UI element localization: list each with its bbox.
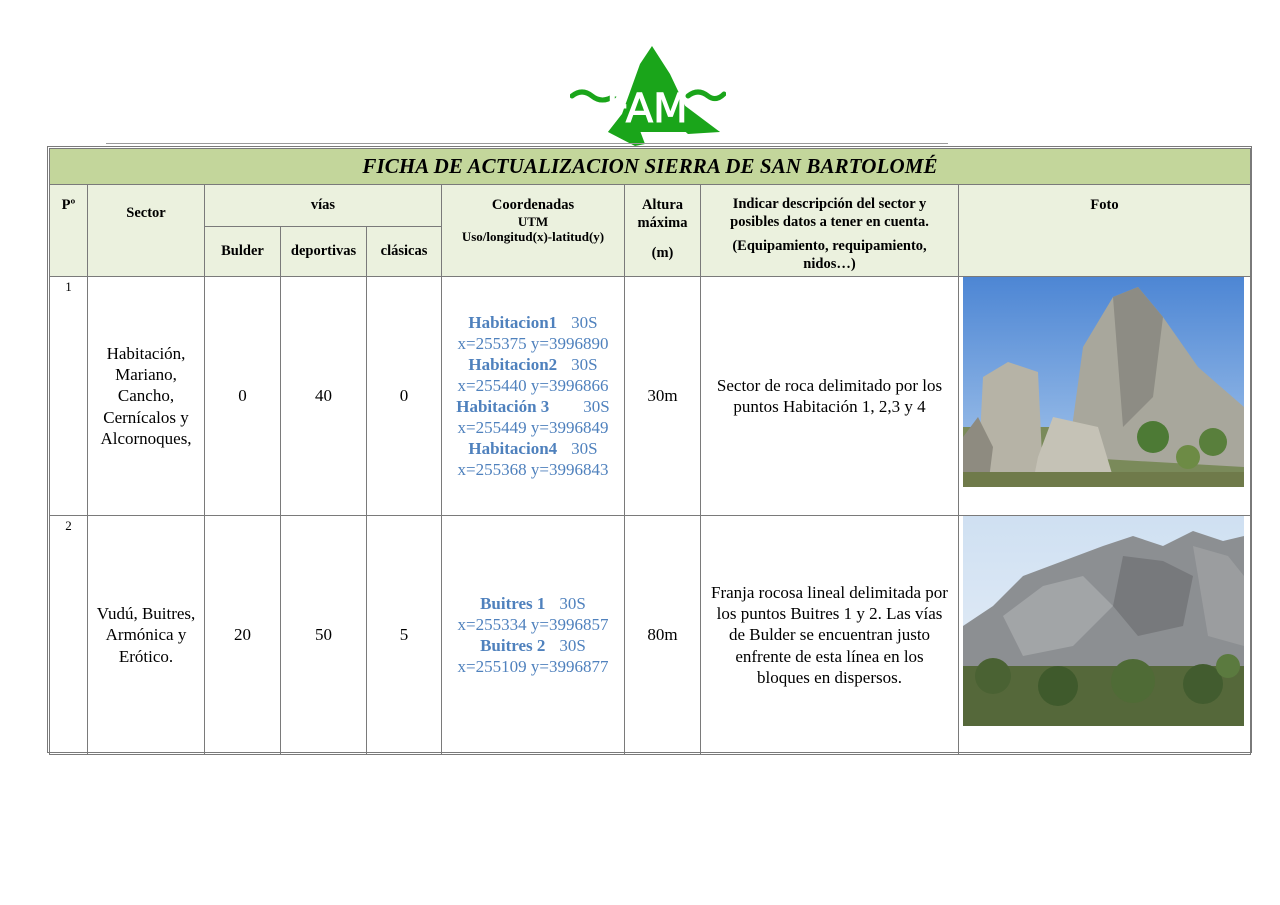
- logo-text: FAM: [606, 86, 688, 132]
- row-number: 2: [50, 516, 88, 755]
- col-header-bulder: Bulder: [205, 227, 281, 277]
- row-number: 1: [50, 277, 88, 516]
- coord-utm: UTM: [517, 214, 549, 230]
- coordinates-cell: [442, 277, 625, 516]
- coord-point-name: Habitación 3: [456, 397, 550, 416]
- coord-zone: 30S: [571, 439, 598, 459]
- ficha-table: [49, 148, 1251, 755]
- coord-zone: 30S: [583, 397, 610, 416]
- descripcion-cell: Franja rocosa lineal delimitada por los puntos Buitres 1 y 2. Las vías de Bulder se encuentran justo enfrente de esta línea en los bloques en dispersos.: [701, 516, 959, 755]
- coord-xy: x=255334 y=3996857: [457, 614, 609, 634]
- coord-zone: 30S: [559, 636, 586, 655]
- header-rule: [106, 143, 948, 144]
- fam-mountain-icon: [570, 44, 726, 148]
- coord-xy: x=255440 y=3996866: [457, 375, 609, 395]
- page-title: FICHA DE ACTUALIZACION SIERRA DE SAN BARTOLOMÉ: [50, 149, 1251, 185]
- table-row: [50, 516, 1251, 755]
- coord-xy: x=255368 y=3996843: [457, 460, 609, 480]
- altura-cell: 30m: [625, 277, 701, 516]
- deportivas-cell: 50: [281, 516, 367, 755]
- altura-label: Altura máxima: [637, 197, 688, 232]
- col-header-deportivas: deportivas: [281, 227, 367, 277]
- coord-zone: 30S: [571, 312, 598, 332]
- col-header-vias: vías: [205, 185, 442, 227]
- coord-point-name: Buitres 2: [480, 636, 546, 655]
- table-row: [50, 277, 1251, 516]
- col-header-foto: Foto: [959, 185, 1251, 277]
- coord-point-name: Buitres 1: [480, 593, 546, 613]
- col-header-pos: Pº: [50, 185, 88, 277]
- bulder-cell: 0: [205, 277, 281, 516]
- clasicas-cell: 5: [367, 516, 442, 755]
- desc-note: (Equipamiento, requipamiento, nidos…): [732, 238, 927, 273]
- altura-cell: 80m: [625, 516, 701, 755]
- col-header-descripcion: [701, 185, 959, 277]
- coord-sub: Uso/longitud(x)-latitud(y): [461, 229, 605, 245]
- sector-photo: [963, 277, 1244, 487]
- coord-point-name: Habitacion4: [468, 439, 558, 459]
- coordinates-cell: [442, 516, 625, 755]
- sector-cell: Habitación, Mariano, Cancho, Cernícalos y Alcornoques,: [88, 277, 205, 516]
- col-header-sector: Sector: [88, 185, 205, 277]
- coord-xy: x=255449 y=3996849: [457, 418, 609, 438]
- deportivas-cell: 40: [281, 277, 367, 516]
- coord-xy: x=255375 y=3996890: [457, 333, 609, 353]
- sector-photo: [963, 516, 1244, 726]
- col-header-clasicas: clásicas: [367, 227, 442, 277]
- col-header-coordenadas: [442, 185, 625, 277]
- photo-cell: [959, 277, 1251, 516]
- coord-point-name: Habitacion1: [468, 312, 558, 332]
- sector-cell: Vudú, Buitres, Armónica y Erótico.: [88, 516, 205, 755]
- coord-xy: x=255109 y=3996877: [457, 657, 609, 677]
- coord-zone: 30S: [571, 354, 598, 374]
- coord-zone: 30S: [559, 593, 586, 613]
- clasicas-cell: 0: [367, 277, 442, 516]
- desc-title: Indicar descripción del sector y posibles datos a tener en cuenta.: [730, 196, 929, 230]
- coord-title: Coordenadas: [491, 197, 575, 213]
- photo-cell: [959, 516, 1251, 755]
- col-header-altura: [625, 185, 701, 277]
- coord-point-name: Habitacion2: [468, 354, 558, 374]
- altura-unit: (m): [651, 245, 674, 262]
- descripcion-cell: Sector de roca delimitado por los puntos Habitación 1, 2,3 y 4: [701, 277, 959, 516]
- bulder-cell: 20: [205, 516, 281, 755]
- fam-logo: [570, 44, 726, 148]
